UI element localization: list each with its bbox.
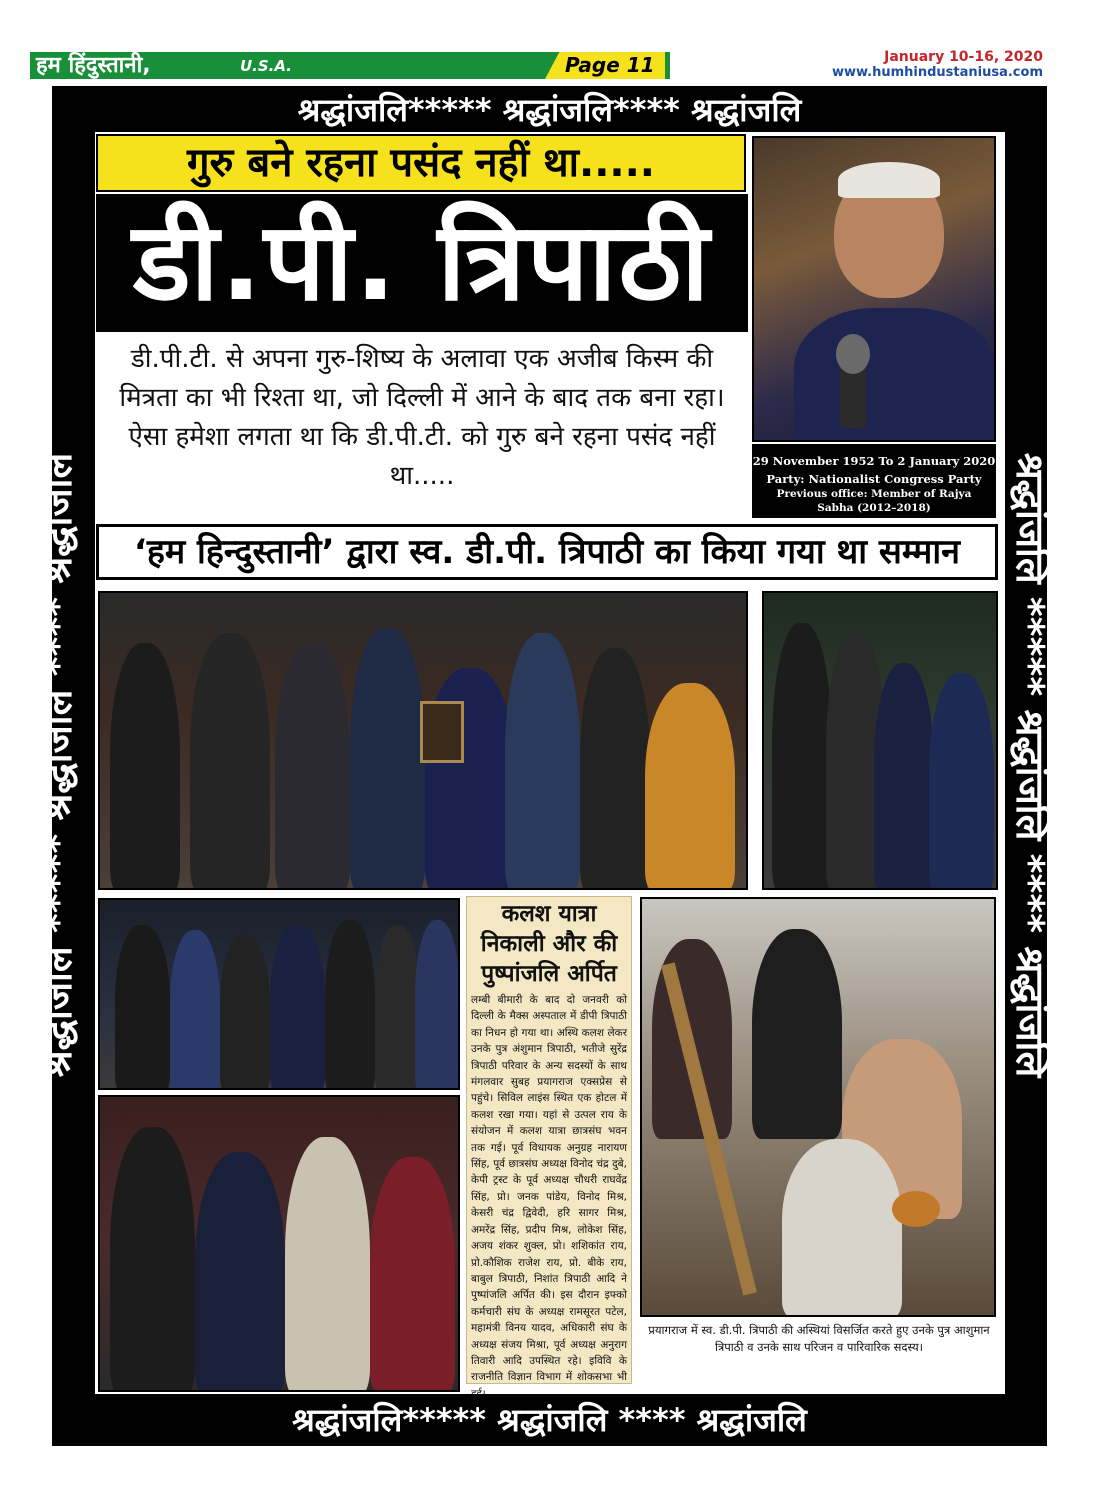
party-line: Party: Nationalist Congress Party xyxy=(766,472,982,486)
article-body: लम्बी बीमारी के बाद दो जनवरी को दिल्ली के मैक्स अस्पताल में डीपी त्रिपाठी का निधन हो गया था। अस्थि कलश लेकर उनके पुत्र अंशुमान त्रिपाठी, भतीजे सुरेंद्र त्रिपाठी परिवार के अन्य सदस्यों के साथ मंगलवार सुबह प्रयागराज एक्सप्रेस से पहुंचे। सिविल लाइंस स्थित एक होटल में कलश रखा गया। यहां से उत्पल राय के संयोजन में कलश यात्रा छात्रसंघ भवन तक गई। पूर्व विधायक अनुग्रह नारायण सिंह, पूर्व छात्रसंघ अध्यक्ष विनोद चंद्र दुबे, केपी ट्रस्ट के पूर्व अध्यक्ष चौधरी राघवेंद्र सिंह, प्रो। जनक पांडेय, विनोद मिश्र, केसरी चंद्र द्विवेदी, हरि सागर मिश्र, अमरेंद्र सिंह, प्रदीप मिश्र, लोकेश सिंह, अजय शंकर शुक्ल, प्रो। शशिकांत राय, प्रो.कौशिक राजेश राय, प्रो. बीके राय, बाबुल त्रिपाठी, निशांत त्रिपाठी आदि ने पुष्पांजलि अर्पित की। इस दौरान इफ्को कर्मचारी संघ के अध्यक्ष रामसूरत पटेल, महामंत्री विनय यादव, अधिकारी संघ के अध्यक्ष संजय मिश्रा, पूर्व अध्यक्ष अनुराग तिवारी आदि उपस्थित रहे। इविवि के राजनीति विज्ञान विभाग में शोकसभा भी हुई। xyxy=(471,994,627,1400)
tribute-band-top: श्रद्धांजलि***** श्रद्धांजलि**** श्रद्धांजलि xyxy=(297,91,802,129)
newspaper-title: हम हिंदुस्तानी, xyxy=(36,53,151,78)
tribute-band-bottom: श्रद्धांजलि***** श्रद्धांजलि **** श्रद्धांजलि xyxy=(292,1401,807,1439)
urn-pot-icon xyxy=(892,1191,940,1227)
felicitation-group-photo xyxy=(98,591,748,890)
office-line-1: Previous office: Member of Rajya xyxy=(776,488,972,500)
portrait-photo xyxy=(752,136,996,442)
website-url: www.humhindustaniusa.com xyxy=(831,65,1043,80)
group-photo-left-bottom xyxy=(98,1095,460,1392)
tribute-band-left: श्रद्धांजलि ***** श्रद्धांजलि **** श्रद्धांजलि xyxy=(36,452,80,1078)
ritual-photo-caption: प्रयागराज में स्व. डी.पी. त्रिपाठी की अस्थियां विसर्जित करते हुए उनके पुत्र आशुमान त्रिपाठी व उनके साथ परिजन व पारिवारिक सदस्य। xyxy=(648,1323,990,1354)
issue-date: January 10-16, 2020 xyxy=(884,49,1043,65)
article-headline: कलश यात्रा निकाली और की पुष्पांजलि अर्पित xyxy=(480,901,618,987)
ritual-immersion-photo xyxy=(640,897,996,1317)
office-line-2: Sabha (2012–2018) xyxy=(817,502,931,514)
main-headline: डी.पी. त्रिपाठी xyxy=(132,200,712,325)
newspaper-country: U.S.A. xyxy=(240,57,292,75)
microphone-icon xyxy=(836,334,870,374)
award-plaque xyxy=(420,701,464,763)
group-photo-right xyxy=(762,591,998,890)
intro-paragraph: डी.पी.टी. से अपना गुरु-शिष्य के अलावा एक अजीब किस्म की मित्रता का भी रिश्ता था, जो दिल्ली में आने के बाद तक बना रहा। ऐसा हमेशा लगता था कि डी.पी.टी. को गुरु बने रहना पसंद नहीं था..... xyxy=(119,344,725,491)
page-number: Page 11 xyxy=(565,53,655,77)
tribute-band-right: श्रद्धांजलि ***** श्रद्धांजलि **** श्रद्धांजलि xyxy=(1008,452,1052,1078)
subheadline: ‘हम हिन्दुस्तानी’ द्वारा स्व. डी.पी. त्रिपाठी का किया गया था सम्मान xyxy=(133,532,961,572)
life-dates: 29 November 1952 To 2 January 2020 xyxy=(752,454,996,468)
tagline: गुरु बने रहना पसंद नहीं था..... xyxy=(187,140,655,186)
group-photo-left-top xyxy=(98,898,460,1090)
